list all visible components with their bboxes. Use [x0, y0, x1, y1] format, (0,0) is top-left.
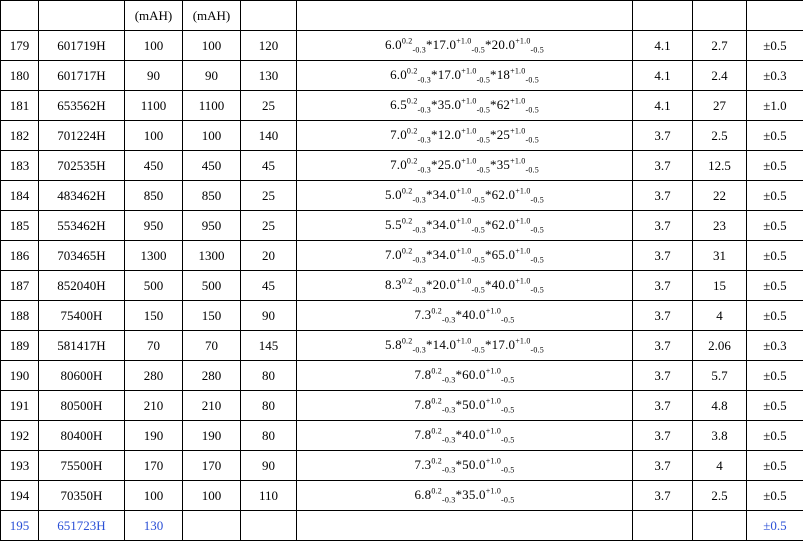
cell-no: 180 — [1, 61, 39, 91]
header-min-capacity-unit: (mAH) — [183, 1, 241, 31]
cell-dimensions: $7.0^{0.2}_{-0.3}*12.0^{+1.0}_{-0.5}*25^{+1.0}_{-0.5}$ — [297, 121, 633, 151]
cell-no: 181 — [1, 91, 39, 121]
cell-tolerance: ±0.5 — [747, 211, 803, 241]
table-row — [1, 31, 803, 61]
cell-no: 190 — [1, 361, 39, 391]
cell-max-current: 120 — [241, 31, 297, 61]
cell-model: 581417H — [39, 331, 125, 361]
cell-max-current: 25 — [241, 181, 297, 211]
cell-voltage: 3.7 — [633, 181, 693, 211]
cell-no: 191 — [1, 391, 39, 421]
cell-dimensions: $8.3^{0.2}_{-0.3}*20.0^{+1.0}_{-0.5}*40.0^{+1.0}_{-0.5}$ — [297, 271, 633, 301]
table-row — [1, 421, 803, 451]
cell-typ-capacity: 280 — [125, 361, 183, 391]
cell-dimensions: $6.0^{0.2}_{-0.3}*17.0^{+1.0}_{-0.5}*18^{+1.0}_{-0.5}$ — [297, 61, 633, 91]
cell-max-current: 145 — [241, 331, 297, 361]
cell-voltage: 3.7 — [633, 391, 693, 421]
cell-max-current: 90 — [241, 301, 297, 331]
cell-min-capacity: 100 — [183, 121, 241, 151]
table-row — [1, 61, 803, 91]
cell-typ-capacity: 70 — [125, 331, 183, 361]
cell-max-current: 25 — [241, 211, 297, 241]
cell-dimensions: $6.0^{0.2}_{-0.3}*17.0^{+1.0}_{-0.5}*20.0^{+1.0}_{-0.5}$ — [297, 31, 633, 61]
cell-typ-capacity: 950 — [125, 211, 183, 241]
cell-model: 70350H — [39, 481, 125, 511]
cell-max-current: 90 — [241, 451, 297, 481]
cell-model: 75500H — [39, 451, 125, 481]
cell-weight: 23 — [693, 211, 747, 241]
cell-typ-capacity: 850 — [125, 181, 183, 211]
cell-min-capacity — [183, 511, 241, 541]
cell-voltage: 3.7 — [633, 481, 693, 511]
cell-tolerance: ±0.5 — [747, 361, 803, 391]
cell-dimensions: $6.8^{0.2}_{-0.3}*35.0^{+1.0}_{-0.5}$ — [297, 481, 633, 511]
cell-typ-capacity: 450 — [125, 151, 183, 181]
table-row — [1, 151, 803, 181]
cell-voltage: 3.7 — [633, 331, 693, 361]
cell-tolerance: ±0.5 — [747, 271, 803, 301]
cell-typ-capacity: 100 — [125, 31, 183, 61]
cell-model: 701224H — [39, 121, 125, 151]
cell-model: 75400H — [39, 301, 125, 331]
cell-weight: 15 — [693, 271, 747, 301]
cell-min-capacity: 850 — [183, 181, 241, 211]
cell-model: 703465H — [39, 241, 125, 271]
cell-voltage: 3.7 — [633, 241, 693, 271]
cell-dimensions: $5.0^{0.2}_{-0.3}*34.0^{+1.0}_{-0.5}*62.0^{+1.0}_{-0.5}$ — [297, 181, 633, 211]
cell-model: 80500H — [39, 391, 125, 421]
cell-weight: 5.7 — [693, 361, 747, 391]
cell-model: 601717H — [39, 61, 125, 91]
cell-typ-capacity: 90 — [125, 61, 183, 91]
cell-model: 852040H — [39, 271, 125, 301]
cell-max-current: 130 — [241, 61, 297, 91]
cell-voltage: 3.7 — [633, 301, 693, 331]
header-max-current — [241, 1, 297, 31]
cell-weight: 2.4 — [693, 61, 747, 91]
cell-tolerance: ±0.5 — [747, 241, 803, 271]
cell-min-capacity: 100 — [183, 31, 241, 61]
cell-voltage — [633, 511, 693, 541]
cell-no: 179 — [1, 31, 39, 61]
cell-min-capacity: 70 — [183, 331, 241, 361]
cell-typ-capacity: 170 — [125, 451, 183, 481]
header-voltage — [633, 1, 693, 31]
cell-min-capacity: 1100 — [183, 91, 241, 121]
cell-weight: 2.06 — [693, 331, 747, 361]
cell-tolerance: ±0.5 — [747, 151, 803, 181]
cell-no: 184 — [1, 181, 39, 211]
cell-max-current: 110 — [241, 481, 297, 511]
cell-min-capacity: 500 — [183, 271, 241, 301]
cell-weight: 3.8 — [693, 421, 747, 451]
cell-max-current: 20 — [241, 241, 297, 271]
cell-model: 601719H — [39, 31, 125, 61]
table-row — [1, 121, 803, 151]
table-row — [1, 271, 803, 301]
cell-min-capacity: 210 — [183, 391, 241, 421]
cell-no: 195 — [1, 511, 39, 541]
cell-weight: 22 — [693, 181, 747, 211]
cell-voltage: 3.7 — [633, 211, 693, 241]
cell-min-capacity: 170 — [183, 451, 241, 481]
cell-max-current: 45 — [241, 271, 297, 301]
cell-tolerance: ±0.5 — [747, 451, 803, 481]
cell-tolerance: ±0.5 — [747, 481, 803, 511]
cell-tolerance: ±1.0 — [747, 91, 803, 121]
cell-max-current: 45 — [241, 151, 297, 181]
cell-typ-capacity: 210 — [125, 391, 183, 421]
cell-weight: 31 — [693, 241, 747, 271]
cell-voltage: 3.7 — [633, 121, 693, 151]
cell-weight: 2.5 — [693, 481, 747, 511]
cell-model: 80600H — [39, 361, 125, 391]
cell-min-capacity: 950 — [183, 211, 241, 241]
header-dimensions — [297, 1, 633, 31]
table-header-units-row — [1, 1, 803, 31]
cell-no: 183 — [1, 151, 39, 181]
cell-max-current: 80 — [241, 391, 297, 421]
cell-min-capacity: 150 — [183, 301, 241, 331]
cell-voltage: 3.7 — [633, 451, 693, 481]
cell-max-current: 140 — [241, 121, 297, 151]
cell-tolerance: ±0.5 — [747, 121, 803, 151]
table-row — [1, 361, 803, 391]
cell-tolerance: ±0.5 — [747, 391, 803, 421]
cell-weight: 12.5 — [693, 151, 747, 181]
cell-no: 182 — [1, 121, 39, 151]
cell-weight: 4 — [693, 301, 747, 331]
table-row — [1, 241, 803, 271]
table-row — [1, 331, 803, 361]
cell-voltage: 4.1 — [633, 31, 693, 61]
cell-model: 553462H — [39, 211, 125, 241]
cell-no: 187 — [1, 271, 39, 301]
cell-max-current: 25 — [241, 91, 297, 121]
cell-model: 651723H — [39, 511, 125, 541]
cell-min-capacity: 1300 — [183, 241, 241, 271]
header-no — [1, 1, 39, 31]
cell-no: 193 — [1, 451, 39, 481]
cell-weight: 4.8 — [693, 391, 747, 421]
table-row — [1, 91, 803, 121]
table-row — [1, 301, 803, 331]
cell-tolerance: ±0.5 — [747, 421, 803, 451]
cell-no: 188 — [1, 301, 39, 331]
header-typ-capacity-unit: (mAH) — [125, 1, 183, 31]
cell-voltage: 3.7 — [633, 271, 693, 301]
cell-max-current: 80 — [241, 421, 297, 451]
table-row — [1, 391, 803, 421]
cell-dimensions: $7.0^{0.2}_{-0.3}*34.0^{+1.0}_{-0.5}*65.0^{+1.0}_{-0.5}$ — [297, 241, 633, 271]
table-row — [1, 181, 803, 211]
cell-no: 189 — [1, 331, 39, 361]
cell-tolerance: ±0.3 — [747, 61, 803, 91]
cell-dimensions: $7.3^{0.2}_{-0.3}*40.0^{+1.0}_{-0.5}$ — [297, 301, 633, 331]
cell-dimensions: $7.8^{0.2}_{-0.3}*50.0^{+1.0}_{-0.5}$ — [297, 391, 633, 421]
header-model — [39, 1, 125, 31]
cell-typ-capacity: 500 — [125, 271, 183, 301]
cell-min-capacity: 100 — [183, 481, 241, 511]
cell-typ-capacity: 1300 — [125, 241, 183, 271]
cell-tolerance: ±0.3 — [747, 331, 803, 361]
cell-min-capacity: 450 — [183, 151, 241, 181]
cell-model: 483462H — [39, 181, 125, 211]
cell-dimensions: $7.8^{0.2}_{-0.3}*40.0^{+1.0}_{-0.5}$ — [297, 421, 633, 451]
cell-weight: 2.7 — [693, 31, 747, 61]
cell-no: 186 — [1, 241, 39, 271]
cell-model: 653562H — [39, 91, 125, 121]
cell-dimensions: $7.8^{0.2}_{-0.3}*60.0^{+1.0}_{-0.5}$ — [297, 361, 633, 391]
cell-model: 702535H — [39, 151, 125, 181]
cell-typ-capacity: 190 — [125, 421, 183, 451]
cell-weight: 2.5 — [693, 121, 747, 151]
cell-dimensions: $5.5^{0.2}_{-0.3}*34.0^{+1.0}_{-0.5}*62.0^{+1.0}_{-0.5}$ — [297, 211, 633, 241]
cell-max-current: 80 — [241, 361, 297, 391]
cell-no: 185 — [1, 211, 39, 241]
cell-weight: 4 — [693, 451, 747, 481]
cell-dimensions: $7.0^{0.2}_{-0.3}*25.0^{+1.0}_{-0.5}*35^{+1.0}_{-0.5}$ — [297, 151, 633, 181]
cell-no: 194 — [1, 481, 39, 511]
cell-dimensions: $5.8^{0.2}_{-0.3}*14.0^{+1.0}_{-0.5}*17.0^{+1.0}_{-0.5}$ — [297, 331, 633, 361]
cell-no: 192 — [1, 421, 39, 451]
cell-typ-capacity: 100 — [125, 121, 183, 151]
table-row — [1, 511, 803, 541]
header-tolerance — [747, 1, 803, 31]
cell-voltage: 4.1 — [633, 61, 693, 91]
cell-voltage: 4.1 — [633, 91, 693, 121]
cell-voltage: 3.7 — [633, 151, 693, 181]
cell-typ-capacity: 1100 — [125, 91, 183, 121]
cell-weight: 27 — [693, 91, 747, 121]
table-row — [1, 451, 803, 481]
table-row — [1, 481, 803, 511]
cell-min-capacity: 90 — [183, 61, 241, 91]
cell-tolerance: ±0.5 — [747, 511, 803, 541]
table-row — [1, 211, 803, 241]
cell-tolerance: ±0.5 — [747, 301, 803, 331]
cell-model: 80400H — [39, 421, 125, 451]
cell-min-capacity: 280 — [183, 361, 241, 391]
cell-typ-capacity: 150 — [125, 301, 183, 331]
cell-weight — [693, 511, 747, 541]
cell-voltage: 3.7 — [633, 361, 693, 391]
cell-min-capacity: 190 — [183, 421, 241, 451]
header-weight — [693, 1, 747, 31]
cell-typ-capacity: 130 — [125, 511, 183, 541]
cell-tolerance: ±0.5 — [747, 181, 803, 211]
cell-dimensions: $7.3^{0.2}_{-0.3}*50.0^{+1.0}_{-0.5}$ — [297, 451, 633, 481]
cell-dimensions: $6.5^{0.2}_{-0.3}*35.0^{+1.0}_{-0.5}*62^{+1.0}_{-0.5}$ — [297, 91, 633, 121]
cell-typ-capacity: 100 — [125, 481, 183, 511]
cell-voltage: 3.7 — [633, 421, 693, 451]
cell-max-current — [241, 511, 297, 541]
cell-dimensions — [297, 511, 633, 541]
cell-tolerance: ±0.5 — [747, 31, 803, 61]
